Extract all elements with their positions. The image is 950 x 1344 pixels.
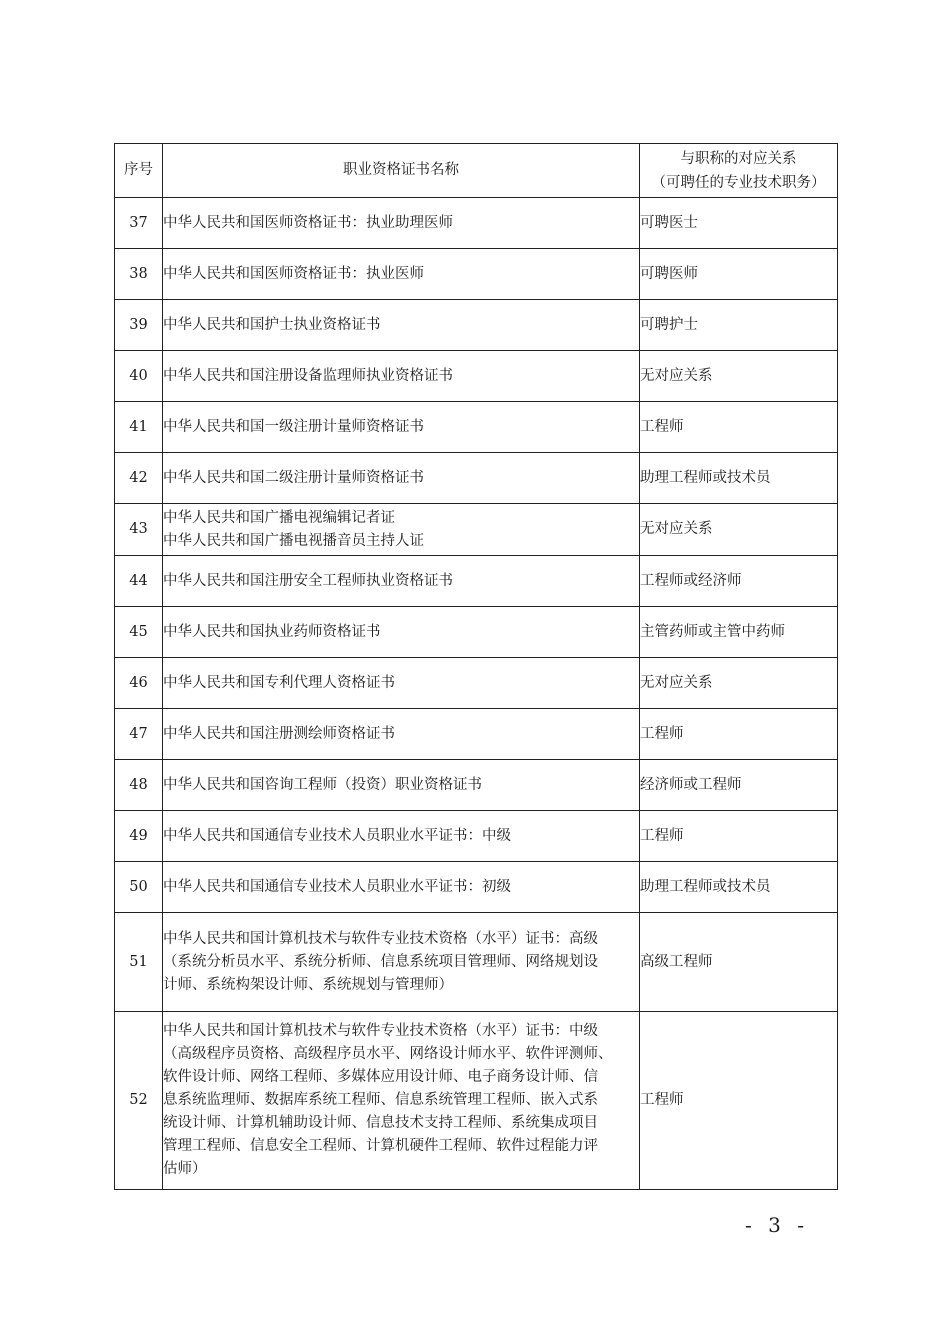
title-relation: 工程师 xyxy=(640,709,838,760)
certificate-name xyxy=(163,862,640,913)
table-row xyxy=(115,607,838,658)
certificate-name xyxy=(163,249,640,300)
certificate-name-line: 中华人民共和国护士执业资格证书 xyxy=(163,316,381,333)
title-relation: 可聘医士 xyxy=(640,198,838,249)
certificate-name-line: 中华人民共和国注册测绘师资格证书 xyxy=(163,725,395,742)
title-relation: 工程师 xyxy=(640,402,838,453)
row-number: 52 xyxy=(115,1012,163,1190)
table-row xyxy=(115,709,838,760)
row-number: 51 xyxy=(115,913,163,1012)
certificate-name xyxy=(163,556,640,607)
certificate-name xyxy=(163,913,640,1012)
certificate-name xyxy=(163,1012,640,1190)
certificate-name-line: 中华人民共和国医师资格证书：执业医师 xyxy=(163,265,424,282)
certificate-name-line: 中华人民共和国专利代理人资格证书 xyxy=(163,674,395,691)
title-relation: 无对应关系 xyxy=(640,658,838,709)
table-row xyxy=(115,556,838,607)
certificate-name-line: 中华人民共和国咨询工程师（投资）职业资格证书 xyxy=(163,776,482,793)
title-relation: 助理工程师或技术员 xyxy=(640,453,838,504)
certificate-name-line: 中华人民共和国计算机技术与软件专业技术资格（水平）证书：高级 xyxy=(163,930,598,947)
certificate-name-line: 中华人民共和国执业药师资格证书 xyxy=(163,623,381,640)
row-number: 43 xyxy=(115,504,163,556)
table-row xyxy=(115,453,838,504)
table-row xyxy=(115,300,838,351)
title-relation: 主管药师或主管中药师 xyxy=(640,607,838,658)
table-row xyxy=(115,862,838,913)
row-number: 42 xyxy=(115,453,163,504)
certificate-name xyxy=(163,300,640,351)
certificate-name-line: 息系统监理师、数据库系统工程师、信息系统管理工程师、嵌入式系 xyxy=(163,1092,598,1108)
certificate-name xyxy=(163,709,640,760)
table-row xyxy=(115,249,838,300)
row-number: 44 xyxy=(115,556,163,607)
row-number: 46 xyxy=(115,658,163,709)
table-row xyxy=(115,351,838,402)
row-number: 49 xyxy=(115,811,163,862)
certificate-name-line: （系统分析员水平、系统分析师、信息系统项目管理师、网络规划设 xyxy=(163,953,598,970)
certificate-name-line: 中华人民共和国通信专业技术人员职业水平证书：中级 xyxy=(163,827,511,844)
certificate-name-line: 统设计师、计算机辅助设计师、信息技术支持工程师、系统集成项目 xyxy=(163,1115,598,1131)
title-relation: 高级工程师 xyxy=(640,913,838,1012)
certificate-name-line: 估师） xyxy=(163,1161,207,1177)
header-no: 序号 xyxy=(115,144,163,198)
certificate-name-line: 中华人民共和国注册设备监理师执业资格证书 xyxy=(163,367,453,384)
table-row xyxy=(115,811,838,862)
certificate-name-line: 中华人民共和国医师资格证书：执业助理医师 xyxy=(163,214,453,231)
certificate-name-line: 中华人民共和国注册安全工程师执业资格证书 xyxy=(163,572,453,589)
certificate-name-line: 中华人民共和国二级注册计量师资格证书 xyxy=(163,469,424,486)
certificate-name-line: 中华人民共和国通信专业技术人员职业水平证书：初级 xyxy=(163,878,511,895)
title-relation: 可聘医师 xyxy=(640,249,838,300)
certificate-name-line: 计师、系统构架设计师、系统规划与管理师） xyxy=(163,976,453,993)
certificate-name-line: 管理工程师、信息安全工程师、计算机硬件工程师、软件过程能力评 xyxy=(163,1138,598,1154)
certificate-name-line: 中华人民共和国计算机技术与软件专业技术资格（水平）证书：中级 xyxy=(163,1023,598,1039)
table-body xyxy=(115,198,838,1190)
title-relation: 无对应关系 xyxy=(640,351,838,402)
certificate-name xyxy=(163,402,640,453)
certificate-name xyxy=(163,607,640,658)
table-row xyxy=(115,402,838,453)
certificate-name-line: 中华人民共和国一级注册计量师资格证书 xyxy=(163,418,424,435)
certificate-name xyxy=(163,198,640,249)
row-number: 40 xyxy=(115,351,163,402)
row-number: 39 xyxy=(115,300,163,351)
table-row xyxy=(115,198,838,249)
title-relation: 助理工程师或技术员 xyxy=(640,862,838,913)
certificate-name xyxy=(163,811,640,862)
certificate-name-line: 软件设计师、网络工程师、多媒体应用设计师、电子商务设计师、信 xyxy=(163,1069,598,1085)
certificate-name-line: 中华人民共和国广播电视编辑记者证 xyxy=(163,509,395,526)
table-header-row xyxy=(115,144,838,198)
title-relation: 工程师或经济师 xyxy=(640,556,838,607)
title-relation: 经济师或工程师 xyxy=(640,760,838,811)
page-number: - 3 - xyxy=(745,1213,809,1237)
certificate-name xyxy=(163,658,640,709)
table-row xyxy=(115,658,838,709)
certificate-name xyxy=(163,453,640,504)
table-row xyxy=(115,760,838,811)
certificate-name xyxy=(163,760,640,811)
title-relation: 工程师 xyxy=(640,1012,838,1190)
header-relation-line2: （可聘任的专业技术职务） xyxy=(651,174,826,191)
certificate-name xyxy=(163,504,640,556)
row-number: 37 xyxy=(115,198,163,249)
certificate-table xyxy=(114,143,838,1190)
title-relation: 工程师 xyxy=(640,811,838,862)
title-relation: 无对应关系 xyxy=(640,504,838,556)
row-number: 38 xyxy=(115,249,163,300)
header-name: 职业资格证书名称 xyxy=(163,144,640,198)
table-row xyxy=(115,504,838,556)
title-relation: 可聘护士 xyxy=(640,300,838,351)
table-row xyxy=(115,913,838,1012)
certificate-name-line: 中华人民共和国广播电视播音员主持人证 xyxy=(163,532,424,549)
certificate-name xyxy=(163,351,640,402)
row-number: 50 xyxy=(115,862,163,913)
row-number: 47 xyxy=(115,709,163,760)
row-number: 41 xyxy=(115,402,163,453)
row-number: 48 xyxy=(115,760,163,811)
table-row xyxy=(115,1012,838,1190)
certificate-name-line: （高级程序员资格、高级程序员水平、网络设计师水平、软件评测师、 xyxy=(163,1046,613,1062)
row-number: 45 xyxy=(115,607,163,658)
header-relation xyxy=(640,144,838,198)
header-relation-line1: 与职称的对应关系 xyxy=(680,150,797,167)
